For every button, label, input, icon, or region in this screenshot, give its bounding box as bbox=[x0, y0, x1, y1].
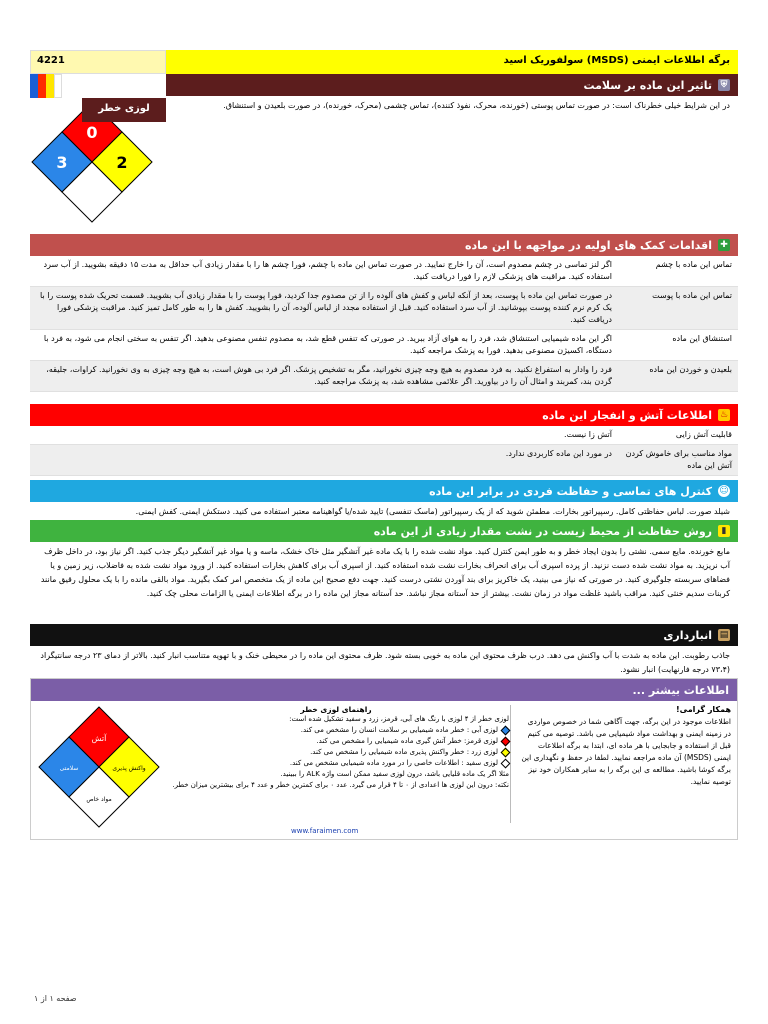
row-text: در صورت تماس این ماده با پوست، بعد از آنکه لباس و کفش های آلوده را از تن مصدوم جدا کردید، فورا پوست را با مقدار زیادی آب بشویید. قسمت تحریک شده پوست را با یک کرم نرم کننده پوست بپوشانید. از آب سرد استفاده کنید. قبل از استفاده مجدد از لباس آلوده، آن را بشویید. کفش ها را به طور کامل تمیز کنید. مراقبت پزشکی فورا دریافت کنید. bbox=[30, 287, 618, 330]
ppe-section-header bbox=[30, 480, 738, 502]
storage-text: جاذب رطوبت. این ماده به شدت با آب واکنش می دهد. درب ظرف محتوی این ماده به خوبی بسته شود. ظرف محتوی این ماده را در محیطی خنک و با تهویه متناسب انبار کنید. بالاتر از دمای ۲۳ درجه سانتیگراد (۷۳،۴ درجه فارنهایت) انبار نشود. bbox=[40, 651, 730, 674]
colleague-text: اطلاعات موجود در این برگه، جهت آگاهی شما در خصوص مواردی در زمینه ایمنی و بهداشت مواد شیمیایی می باشد. توصیه می کنیم قبل از استفاده و جابجایی با هر ماده ای، ابتدا به برگه اطلاعات ایمنی (MSDS) آن ماده مراجعه نمایید. لطفا در حفظ و نگهداری این برگه کوشا باشید. مطالعه ی این برگه را به سایر همکاران خود نیز توصیه نمایید. bbox=[521, 717, 731, 786]
red-diamond-icon bbox=[501, 737, 511, 747]
table-row bbox=[30, 256, 738, 287]
legend-reactivity: واکنش پذیری bbox=[112, 765, 146, 772]
legend-fire: آتش bbox=[91, 734, 107, 743]
yellow-diamond-icon bbox=[501, 748, 511, 758]
document-title: برگه اطلاعات ایمنی (MSDS) سولفوریک اسید bbox=[166, 50, 738, 74]
row-text: اگر لنز تماسی در چشم مصدوم است، آن را خارج نمایید. در صورت تماس این ماده با چشم، فورا چشم ها را با مقدار زیادی آب حداقل به مدت ۱۵ دقیقه بشویید. از آب سرد استفاده کنید. مراقبت های پزشکی لازم را فورا دریافت کنید. bbox=[30, 256, 618, 287]
page-number: صفحه ۱ از ۱ bbox=[34, 994, 77, 1003]
nfpa-reactivity: 2 bbox=[116, 153, 128, 172]
first-aid-icon: ✚ bbox=[718, 239, 730, 251]
table-row bbox=[30, 330, 738, 361]
shield-icon: ⛨ bbox=[718, 79, 730, 91]
spill-heading: روش حفاظت از محیط زیست در نشت مقدار زیادی از این ماده bbox=[373, 524, 712, 538]
barrel-icon: ▮ bbox=[718, 525, 730, 537]
row-text: در مورد این ماده کاربردی ندارد. bbox=[30, 445, 618, 476]
row-label: قابلیت آتش زایی bbox=[618, 426, 738, 445]
ppe-heading: کنترل های تماسی و حفاظت فردی در برابر این ماده bbox=[429, 484, 712, 498]
table-row bbox=[30, 445, 738, 476]
guide-item-yellow bbox=[163, 747, 509, 758]
row-label: استنشاق این ماده bbox=[618, 330, 738, 361]
legend-special: مواد خاص bbox=[86, 796, 112, 803]
first-aid-section-header bbox=[30, 234, 738, 256]
legend-health: سلامتی bbox=[59, 765, 79, 772]
health-section-header bbox=[166, 74, 738, 96]
guide-item-red bbox=[163, 736, 509, 747]
guide-example: مثلا اگر یک ماده قلیایی باشد، درون لوزی سفید ممکن است واژه ALK را ببینید. bbox=[280, 770, 509, 778]
table-row bbox=[30, 287, 738, 330]
table-row bbox=[30, 361, 738, 392]
guide-item-text: لوزی آبی : خطر ماده شیمیایی بر سلامت انسان را مشخص می کند. bbox=[300, 726, 498, 734]
first-aid-heading: اقدامات کمک های اولیه در مواجهه با این ماده bbox=[465, 238, 712, 252]
storage-section-header bbox=[30, 624, 738, 646]
more-info-section-header bbox=[31, 679, 737, 701]
colleague-note bbox=[519, 705, 731, 788]
flame-icon: ♨ bbox=[719, 410, 729, 420]
mask-icon: ☺ bbox=[719, 486, 729, 496]
row-label: بلعیدن و خوردن این ماده bbox=[618, 361, 738, 392]
fire-table bbox=[30, 426, 738, 476]
guide-item-text: لوزی زرد : خطر واکنش پذیری ماده شیمیایی را مشخص می کند. bbox=[310, 748, 498, 756]
ppe-text: شیلد صورت. لباس حفاظتی کامل. رسپیراتور بخارات. مطمئن شوید که از یک رسپیراتور (ماسک تنفسی) تایید شده/یا گواهینامه معتبر استفاده می کنید. دستکش ایمنی. کفش ایمنی. bbox=[135, 507, 730, 516]
nfpa-health: 3 bbox=[56, 153, 68, 172]
row-text: آتش زا نیست. bbox=[30, 426, 618, 445]
guide-item-text: لوزی سفید : اطلاعات خاصی را در مورد ماده شیمیایی مشخص می کند. bbox=[289, 759, 498, 767]
fire-section-header bbox=[30, 404, 738, 426]
forklift-icon: ▤ bbox=[719, 630, 729, 640]
color-stripes bbox=[30, 74, 166, 98]
colleague-title: همکار گرامی! bbox=[675, 705, 731, 714]
website-link[interactable]: www.faraimen.com bbox=[291, 827, 359, 835]
nfpa-label: لوزی خطر bbox=[82, 98, 166, 122]
table-row bbox=[30, 426, 738, 445]
health-heading: تاثیر این ماده بر سلامت bbox=[583, 78, 712, 92]
guide-item-text: لوزی قرمز: خطر آتش گیری ماده شیمیایی را مشخص می کند. bbox=[316, 737, 498, 745]
guide-title: راهنمای لوزی خطر bbox=[300, 705, 372, 714]
health-text: در این شرایط خیلی خطرناک است: در صورت تماس پوستی (خورنده، محرک، نفوذ کننده)، تماس چشمی (محرک، خورنده)، در صورت بلعیدن و استنشاق. bbox=[223, 101, 730, 110]
nfpa-guide bbox=[163, 705, 509, 791]
guide-item-white bbox=[163, 758, 509, 769]
nfpa-flammability: 0 bbox=[86, 123, 98, 142]
fire-heading: اطلاعات آتش و انفجار این ماده bbox=[542, 408, 712, 422]
row-text: اگر این ماده شیمیایی استنشاق شد، فرد را به هوای آزاد ببرید. در صورتی که تنفس قطع شد، به مصدوم تنفس مصنوعی بدهید. اگر تنفس به سختی انجام می شود، به فرد با دستگاه، اکسیژن مصنوعی بدهید. فورا به پزشک مراجعه کنید. bbox=[30, 330, 618, 361]
nfpa-legend-diamond bbox=[37, 705, 161, 829]
first-aid-table bbox=[30, 256, 738, 392]
guide-intro: لوزی خطر از ۴ لوزی با رنگ های آبی، قرمز، زرد و سفید تشکیل شده است: bbox=[289, 715, 509, 723]
spill-section-header bbox=[30, 520, 738, 542]
row-label: تماس این ماده با پوست bbox=[618, 287, 738, 330]
guide-item-blue bbox=[163, 725, 509, 736]
row-label: مواد مناسب برای خاموش کردن آتش این ماده bbox=[618, 445, 738, 476]
white-diamond-icon bbox=[501, 759, 511, 769]
spill-text: مایع خورنده. مایع سمی. نشتی را بدون ایجاد خطر و به طور ایمن کنترل کنید. مواد نشت شده را با یک ماده غیر آتشگیر مثل خاک خشک، ماسه و یا مواد غیر آتشگیر دیگر جذب کنید. اگر نیاز بود، در داخل ظرف آب نریزید. به مواد نشت شده دست نزنید. از پرده اسپری آب برای انحراف بخارات نشت شده استفاده کنید. از اسپری آب برای کاهش بخارات استفاده کنید. از ورود مواد نشت شده به فاضلاب، زیر زمین و یا فضاهای سربسته جلوگیری کنید. در صورتی که نیاز می بینید، یک خاکریز برای بند آوردن نشتی درست کنید. جهت دفع صحیح این ماده از یک متخصص امر کمک بگیرید. مواد بالقی مانده را با یک محلول رقیق مانند کربنات سدیم خنثی کنید. مراقب باشید غلظت مواد در زمان نشت. بیشتر از حد آستانه مجاز نباشد. حد آستانه مجاز این ماده را در برگه اطلاعات ایمنی یا الزامات محلی چک کنید. bbox=[40, 547, 730, 598]
row-label: تماس این ماده با چشم bbox=[618, 256, 738, 287]
more-info-heading: اطلاعات بیشتر ... bbox=[632, 683, 729, 697]
blue-diamond-icon bbox=[501, 726, 511, 736]
document-number: 4221 bbox=[30, 50, 166, 74]
guide-note: نکته: درون این لوزی ها اعدادی از ۰ تا ۴ قرار می گیرد. عدد ۰ برای کمترین خطر و عدد ۴ برای بیشترین میزان خطر. bbox=[172, 781, 509, 789]
storage-heading: انبارداری bbox=[663, 628, 712, 642]
row-text: فرد را وادار به استفراغ نکنید. به فرد مصدوم به هیچ وجه چیزی نخورانید، مگر به تشخیص پزشک. اگر فرد بی هوش است، به هیچ وجه چیزی به وی نخورانید. کراوات، جلیقه، گردن بند، کمربند و امثال آن را در بیاورید. اگر علائمی مشاهده شد، به پزشک مراجعه کنید. bbox=[30, 361, 618, 392]
divider bbox=[510, 705, 511, 823]
